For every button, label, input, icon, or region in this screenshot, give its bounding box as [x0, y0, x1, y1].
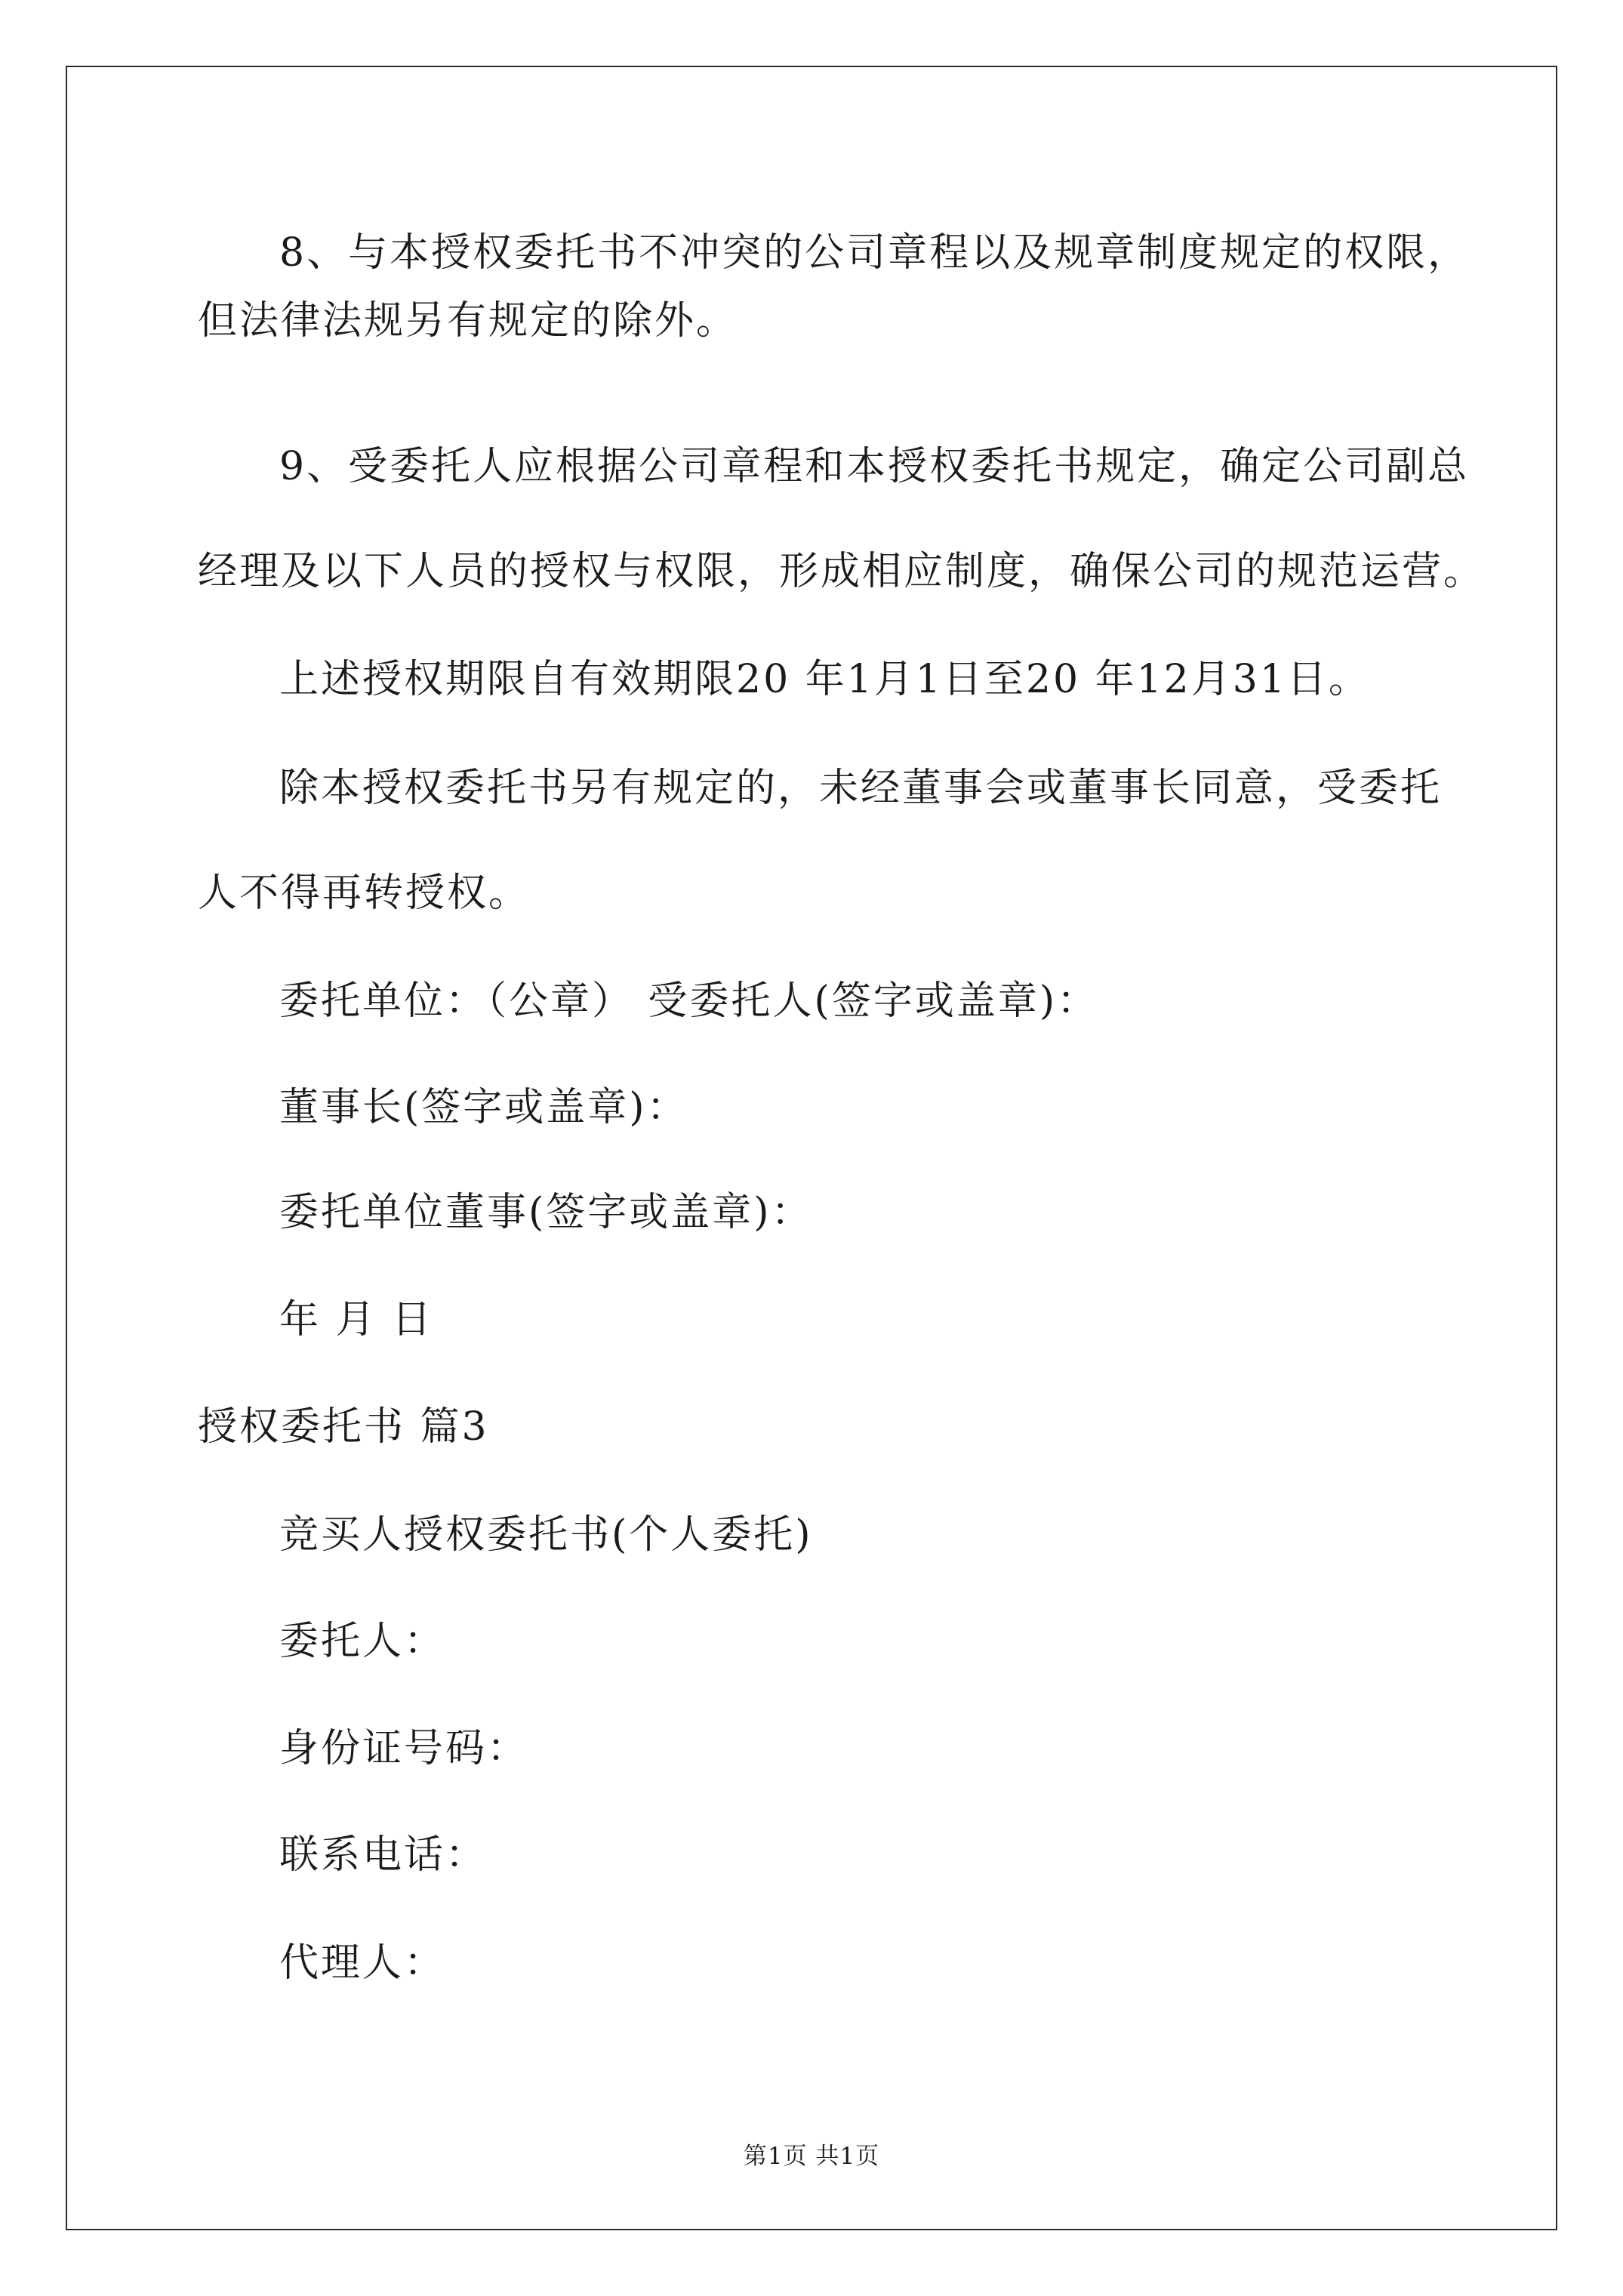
- paragraph-line: 人不得再转授权。: [198, 871, 531, 916]
- paragraph-line: 联系电话：: [279, 1832, 488, 1878]
- paragraph-line: 委托单位董事(签字或盖章)：: [279, 1190, 813, 1235]
- paragraph-line: 但法律法规另有规定的除外。: [198, 298, 738, 344]
- paragraph-line: 上述授权期限自有效期限20 年1月1日至20 年12月31日。: [279, 657, 1370, 702]
- paragraph-line: 除本授权委托书另有规定的，未经董事会或董事长同意，受委托: [279, 766, 1443, 811]
- paragraph-line: 委托人：: [279, 1619, 446, 1664]
- paragraph-line: 委托单位：（公章） 受委托人(签字或盖章)：: [279, 978, 1099, 1024]
- section-heading: 授权委托书 篇3: [198, 1404, 489, 1450]
- paragraph-line: 9、受委托人应根据公司章程和本授权委托书规定，确定公司副总: [279, 444, 1470, 489]
- paragraph-line: 年 月 日: [279, 1297, 434, 1342]
- paragraph-line: 8、与本授权委托书不冲突的公司章程以及规章制度规定的权限，: [279, 230, 1470, 276]
- page-footer: 第1页 共1页: [743, 2143, 880, 2170]
- page-border: [66, 66, 1557, 2230]
- paragraph-line: 身份证号码：: [279, 1726, 529, 1771]
- paragraph-line: 代理人：: [279, 1940, 446, 1986]
- paragraph-line: 竞买人授权委托书(个人委托): [279, 1512, 813, 1558]
- paragraph-line: 董事长(签字或盖章)：: [279, 1085, 688, 1130]
- paragraph-line: 经理及以下人员的授权与权限，形成相应制度，确保公司的规范运营。: [198, 549, 1486, 594]
